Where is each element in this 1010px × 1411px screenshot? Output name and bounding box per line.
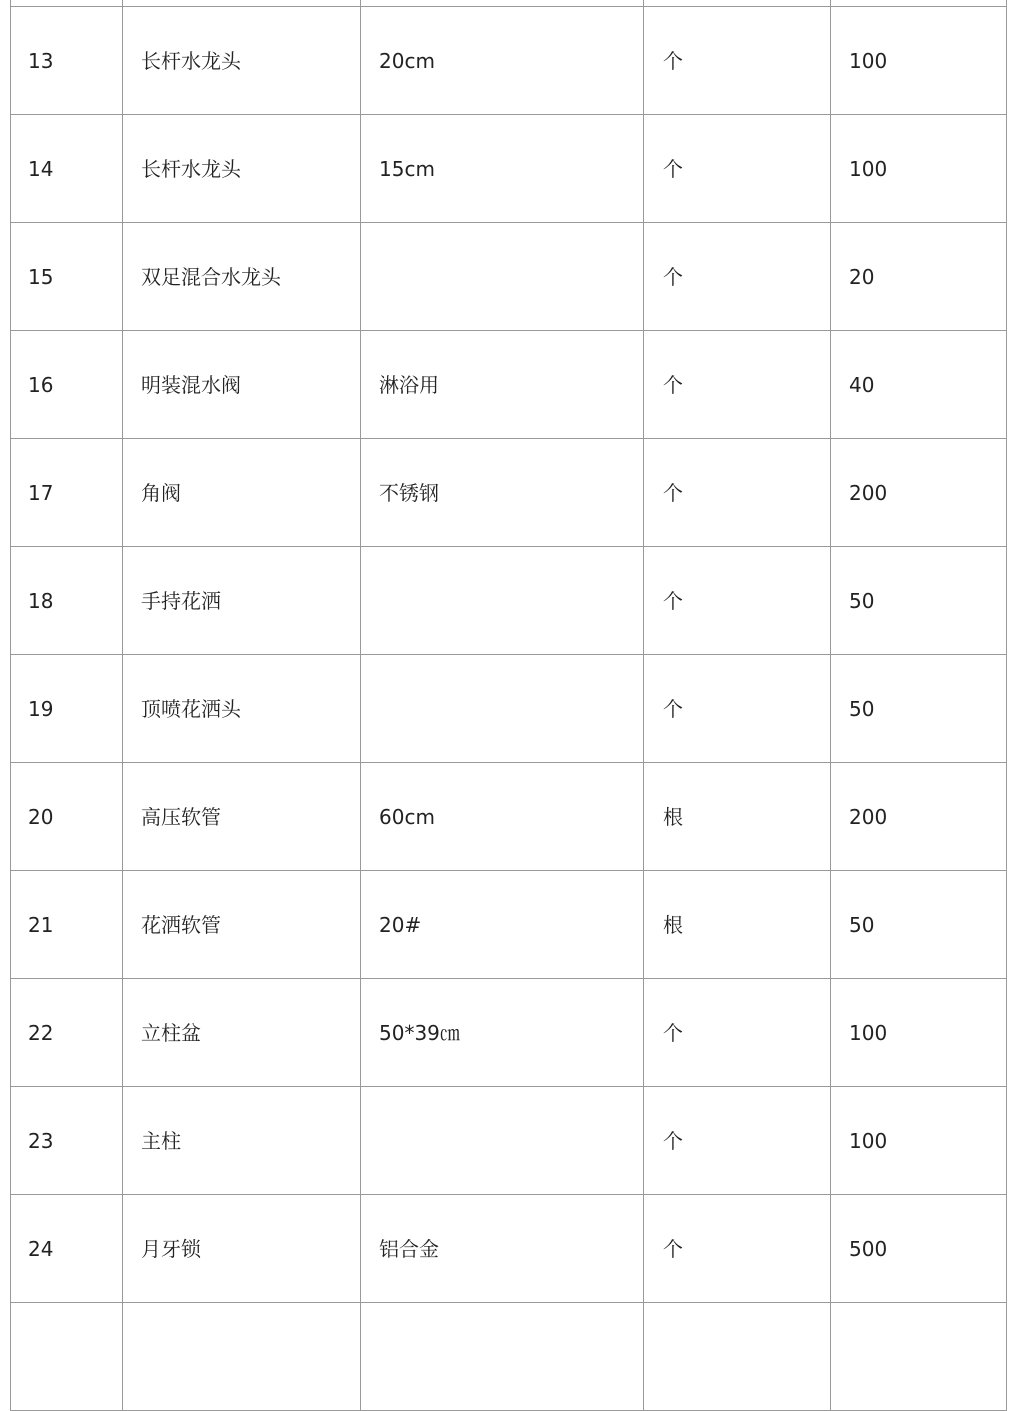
materials-table-container [10, 0, 1006, 1411]
item-name-cell: 手持花洒 [123, 547, 361, 655]
item-spec-cell: 20cm [361, 7, 644, 115]
item-spec-cell [361, 1087, 644, 1195]
item-unit-cell: 个 [644, 547, 831, 655]
item-quantity-cell: 100 [831, 115, 1007, 223]
table-row [11, 1195, 1007, 1303]
table-body [11, 0, 1007, 1411]
table-row [11, 7, 1007, 115]
item-spec-cell: 不锈钢 [361, 439, 644, 547]
item-name-cell [123, 1303, 361, 1411]
table-row [11, 979, 1007, 1087]
table-row [11, 331, 1007, 439]
item-spec-cell: 60cm [361, 763, 644, 871]
item-spec-cell: 淋浴用 [361, 331, 644, 439]
table-row [11, 1087, 1007, 1195]
item-spec-cell [361, 547, 644, 655]
item-number-cell: 14 [11, 115, 123, 223]
item-number-cell: 15 [11, 223, 123, 331]
item-quantity-cell: 40 [831, 331, 1007, 439]
table-row [11, 223, 1007, 331]
table-row [11, 655, 1007, 763]
item-name-cell: 月牙锁 [123, 1195, 361, 1303]
table-row [11, 871, 1007, 979]
item-spec-cell: 铝合金 [361, 1195, 644, 1303]
table-row [11, 1303, 1007, 1411]
item-name-cell: 立柱盆 [123, 979, 361, 1087]
item-quantity-cell: 50 [831, 547, 1007, 655]
table-row [11, 547, 1007, 655]
item-number-cell: 23 [11, 1087, 123, 1195]
item-unit-cell: 个 [644, 655, 831, 763]
item-number-cell: 21 [11, 871, 123, 979]
item-quantity-cell: 50 [831, 655, 1007, 763]
item-unit-cell: 根 [644, 871, 831, 979]
item-number-cell: 17 [11, 439, 123, 547]
item-quantity-cell: 100 [831, 1087, 1007, 1195]
item-spec-cell [361, 1303, 644, 1411]
item-quantity-cell: 200 [831, 439, 1007, 547]
item-name-cell: 双足混合水龙头 [123, 223, 361, 331]
item-number-cell: 20 [11, 763, 123, 871]
item-unit-cell: 个 [644, 1087, 831, 1195]
item-quantity-cell [831, 1303, 1007, 1411]
item-name-cell: 明装混水阀 [123, 331, 361, 439]
item-unit-cell: 个 [644, 439, 831, 547]
item-name-cell: 高压软管 [123, 763, 361, 871]
item-number-cell: 19 [11, 655, 123, 763]
item-spec-cell: 15cm [361, 115, 644, 223]
item-name-cell: 角阀 [123, 439, 361, 547]
item-number-cell: 18 [11, 547, 123, 655]
materials-table [10, 0, 1007, 1411]
item-unit-cell: 个 [644, 1195, 831, 1303]
item-name-cell: 长杆水龙头 [123, 7, 361, 115]
item-quantity-cell: 100 [831, 979, 1007, 1087]
table-row [11, 439, 1007, 547]
item-unit-cell: 个 [644, 979, 831, 1087]
item-name-cell: 顶喷花洒头 [123, 655, 361, 763]
item-name-cell: 主柱 [123, 1087, 361, 1195]
item-unit-cell: 个 [644, 7, 831, 115]
item-spec-cell [361, 223, 644, 331]
item-spec-cell: 50*39㎝ [361, 979, 644, 1087]
item-number-cell: 24 [11, 1195, 123, 1303]
item-unit-cell [644, 1303, 831, 1411]
item-number-cell [11, 1303, 123, 1411]
item-unit-cell: 根 [644, 763, 831, 871]
table-row [11, 763, 1007, 871]
item-unit-cell: 个 [644, 223, 831, 331]
table-row [11, 115, 1007, 223]
item-spec-cell: 20# [361, 871, 644, 979]
item-quantity-cell: 50 [831, 871, 1007, 979]
item-unit-cell: 个 [644, 331, 831, 439]
item-quantity-cell: 500 [831, 1195, 1007, 1303]
item-unit-cell: 个 [644, 115, 831, 223]
item-quantity-cell: 100 [831, 7, 1007, 115]
item-number-cell: 13 [11, 7, 123, 115]
item-quantity-cell: 200 [831, 763, 1007, 871]
item-quantity-cell: 20 [831, 223, 1007, 331]
item-number-cell: 16 [11, 331, 123, 439]
item-name-cell: 花洒软管 [123, 871, 361, 979]
item-number-cell: 22 [11, 979, 123, 1087]
item-spec-cell [361, 655, 644, 763]
item-name-cell: 长杆水龙头 [123, 115, 361, 223]
